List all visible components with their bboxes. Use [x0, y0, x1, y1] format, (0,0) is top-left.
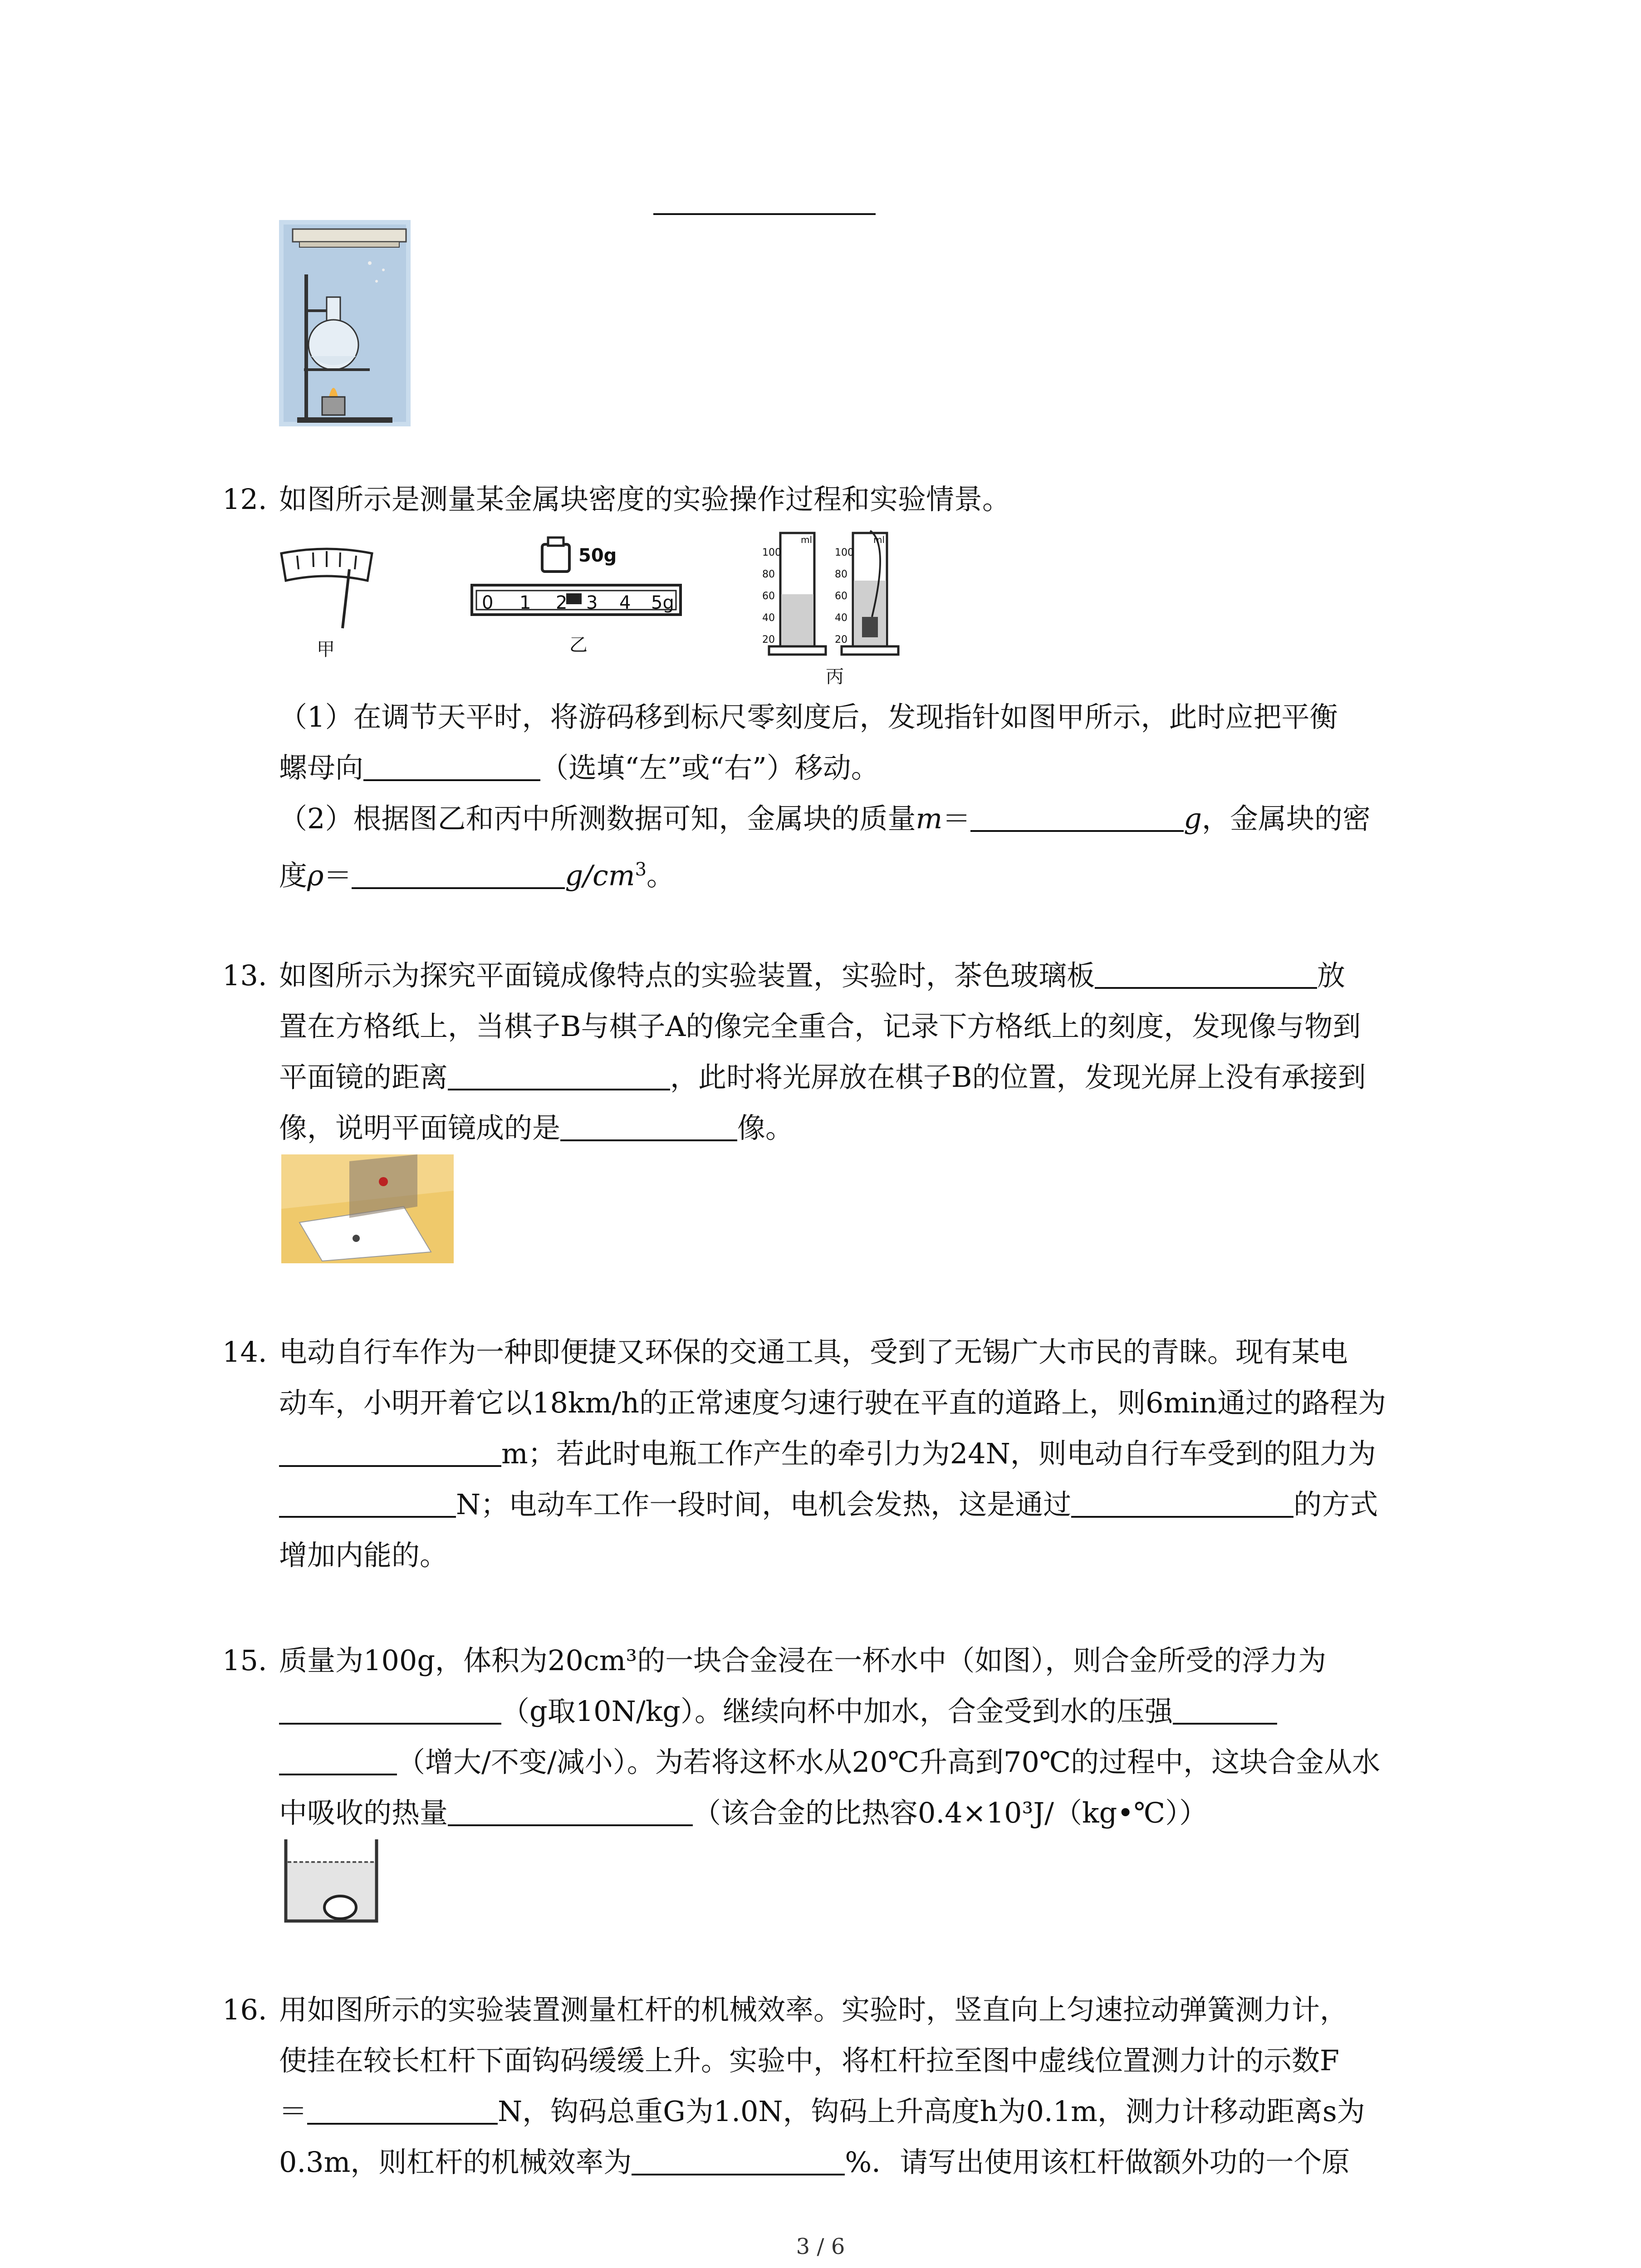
q12-part1-suffix: （选填“左”或“右”）移动。 — [540, 751, 879, 784]
q12-equals: ＝ — [942, 802, 971, 835]
answer-blank-q12-direction[interactable] — [363, 752, 540, 781]
q16-line4-prefix: 0.3m，则杠杆的机械效率为 — [279, 2146, 632, 2179]
cylinder-tick-100: 100 — [762, 547, 781, 558]
question-15-line4 — [279, 1788, 1207, 1838]
beaker-figure — [281, 1835, 381, 1926]
question-12-part2-line2 — [279, 844, 675, 901]
question-12-part1-line1: （1）在调节天平时，将游码移到标尺零刻度后，发现指针如图甲所示，此时应把平衡 — [279, 700, 1338, 733]
q13-line3-suffix: ，此时将光屏放在棋子B的位置，发现光屏上没有承接到 — [670, 1061, 1366, 1094]
cylinder-tick-40: 40 — [835, 612, 847, 624]
cylinders-figure — [753, 526, 916, 687]
scale-mark-3: 3 — [586, 592, 598, 613]
weight-scale-figure — [467, 535, 685, 662]
question-14-number: 14. — [222, 1335, 267, 1369]
cylinder-tick-40: 40 — [762, 612, 775, 624]
cylinder-tick-60: 60 — [835, 591, 847, 602]
q14-line3-text: m；若此时电瓶工作产生的牵引力为24N，则电动自行车受到的阻力为 — [501, 1437, 1376, 1470]
question-15-number: 15. — [222, 1644, 267, 1677]
q15-line4-prefix: 中吸收的热量 — [279, 1796, 448, 1829]
beaker-illustration — [281, 1835, 381, 1926]
answer-blank-q13-distance[interactable] — [448, 1061, 670, 1090]
q16-line4-suffix: %．请写出使用该杠杆做额外功的一个原 — [845, 2146, 1350, 2179]
answer-blank-q14-resistance[interactable] — [279, 1489, 456, 1518]
cylinder-left-ticks — [762, 542, 781, 651]
question-15-line2 — [279, 1686, 1277, 1737]
question-13-line3 — [279, 1052, 1366, 1103]
q12-density-prefix: 度 — [279, 859, 308, 892]
weight-value-label: 50g — [578, 545, 617, 566]
q12-unit-gcm: g/cm — [565, 859, 635, 892]
question-12-part2-line1 — [279, 793, 1371, 844]
q14-line4-text: N；电动车工作一段时间，电机会发热，这是通过 — [456, 1488, 1072, 1521]
question-16-line3 — [279, 2086, 1365, 2137]
answer-blank-q16-force[interactable] — [307, 2096, 498, 2125]
question-14-line5: 增加内能的。 — [279, 1539, 448, 1572]
cylinder-unit-left: ml — [801, 534, 813, 545]
q15-line4-suffix: （该合金的比热容0.4×10³J/（kg•℃）） — [693, 1796, 1208, 1829]
q13-line1-end: 放 — [1317, 959, 1346, 992]
question-14-line2: 动车，小明开着它以18km/h的正常速度匀速行驶在平直的道路上，则6min通过的路程为 — [279, 1386, 1386, 1419]
flask-heating-figure — [279, 220, 411, 426]
answer-blank-q12-mass[interactable] — [970, 803, 1184, 832]
question-13-line1 — [279, 950, 1345, 1001]
question-14-line3 — [279, 1428, 1376, 1479]
question-16-line1: 用如图所示的实验装置测量杠杆的机械效率。实验时，竖直向上匀速拉动弹簧测力计， — [279, 1993, 1348, 2026]
question-13-line2: 置在方格纸上，当棋子B与棋子A的像完全重合，记录下方格纸上的刻度，发现像与物到 — [279, 1010, 1361, 1043]
plane-mirror-figure — [281, 1154, 454, 1263]
answer-blank-q13-placement[interactable] — [1095, 960, 1317, 989]
answer-blank-q15-pressure-part1[interactable] — [1173, 1696, 1277, 1725]
cylinder-tick-100: 100 — [835, 547, 854, 558]
figure-label-yi: 乙 — [569, 635, 588, 655]
cylinder-tick-80: 80 — [835, 569, 847, 580]
answer-blank-q16-efficiency[interactable] — [632, 2146, 845, 2175]
cylinder-tick-60: 60 — [762, 591, 775, 602]
scale-mark-4: 4 — [619, 592, 631, 613]
scale-mark-2: 2 — [556, 592, 568, 613]
question-14-line4 — [279, 1479, 1378, 1530]
answer-blank-q15-pressure[interactable] — [279, 1746, 397, 1775]
answer-blank-q14-method[interactable] — [1071, 1489, 1293, 1518]
answer-blank-q13-image-type[interactable] — [560, 1112, 737, 1141]
q12-equals-2: ＝ — [323, 859, 352, 892]
cylinder-tick-80: 80 — [762, 569, 775, 580]
question-13-line4 — [279, 1103, 794, 1154]
question-12-number: 12. — [222, 483, 267, 516]
question-13-number: 13. — [222, 959, 267, 992]
answer-blank-q12-density[interactable] — [352, 860, 565, 889]
question-16-line2: 使挂在较长杠杆下面钩码缓缓上升。实验中，将杠杆拉至图中虚线位置测力计的示数F — [279, 2044, 1340, 2077]
pointer-dial-illustration — [277, 544, 377, 635]
q12-part2-mid: ，金属块的密 — [1201, 802, 1371, 835]
q12-part2-prefix: （2）根据图乙和丙中所测数据可知，金属块的质量 — [279, 802, 916, 835]
answer-blank-top[interactable] — [653, 213, 876, 215]
q12-part1-prefix: 螺母向 — [279, 751, 364, 784]
q12-var-rho: ρ — [307, 859, 324, 892]
figure-label-jia: 甲 — [317, 639, 335, 660]
flask-heating-illustration — [279, 220, 411, 426]
scale-mark-0: 0 — [482, 592, 494, 613]
answer-blank-q15-buoyancy[interactable] — [279, 1696, 501, 1725]
q14-line4-end: 的方式 — [1293, 1488, 1378, 1521]
question-16-number: 16. — [222, 1993, 267, 2026]
question-12-part1-line2 — [279, 743, 879, 793]
cylinder-tick-20: 20 — [762, 634, 775, 645]
q12-unit-exponent: 3 — [635, 859, 647, 880]
question-16-line4 — [279, 2137, 1350, 2188]
page-number: 3 / 6 — [796, 2234, 845, 2259]
q13-line3-prefix: 平面镜的距离 — [279, 1061, 448, 1094]
q16-equals: ＝ — [279, 2095, 308, 2128]
answer-blank-q15-heat[interactable] — [448, 1797, 693, 1826]
answer-blank-q14-distance[interactable] — [279, 1438, 501, 1467]
balance-pointer-figure — [277, 544, 377, 662]
scale-mark-5g: 5g — [651, 592, 674, 613]
cylinder-right-ticks — [835, 542, 854, 651]
q16-line3-text: N，钩码总重G为1.0N，钩码上升高度h为0.1m，测力计移动距离s为 — [498, 2095, 1365, 2128]
question-15-line1: 质量为100g，体积为20cm³的一块合金浸在一杯水中（如图），则合金所受的浮力为 — [279, 1644, 1327, 1677]
plane-mirror-illustration — [281, 1154, 454, 1263]
question-12-stem: 如图所示是测量某金属块密度的实验操作过程和实验情景。 — [279, 483, 1011, 516]
q12-var-m: m — [916, 802, 943, 835]
q12-unit-g: g — [1184, 802, 1202, 835]
cylinder-tick-20: 20 — [835, 634, 847, 645]
question-15-line3 — [279, 1737, 1380, 1788]
q15-line3-text: （增大/不变/减小）。为若将这杯水从20℃升高到70℃的过程中，这块合金从水 — [397, 1745, 1381, 1779]
q13-line4-prefix: 像，说明平面镜成的是 — [279, 1111, 561, 1144]
q13-line1-text: 如图所示为探究平面镜成像特点的实验装置，实验时，茶色玻璃板 — [279, 959, 1095, 992]
question-14-line1: 电动自行车作为一种即便捷又环保的交通工具，受到了无锡广大市民的青睐。现有某电 — [279, 1335, 1348, 1369]
q15-line2-text: （g取10N/kg）。继续向杯中加水，合金受到水的压强 — [501, 1695, 1173, 1728]
q13-line4-suffix: 像。 — [737, 1111, 794, 1144]
q12-end: 。 — [647, 859, 675, 892]
figure-label-bing: 丙 — [826, 666, 844, 687]
scale-mark-1: 1 — [519, 592, 531, 613]
cylinder-unit-right: ml — [873, 534, 885, 545]
